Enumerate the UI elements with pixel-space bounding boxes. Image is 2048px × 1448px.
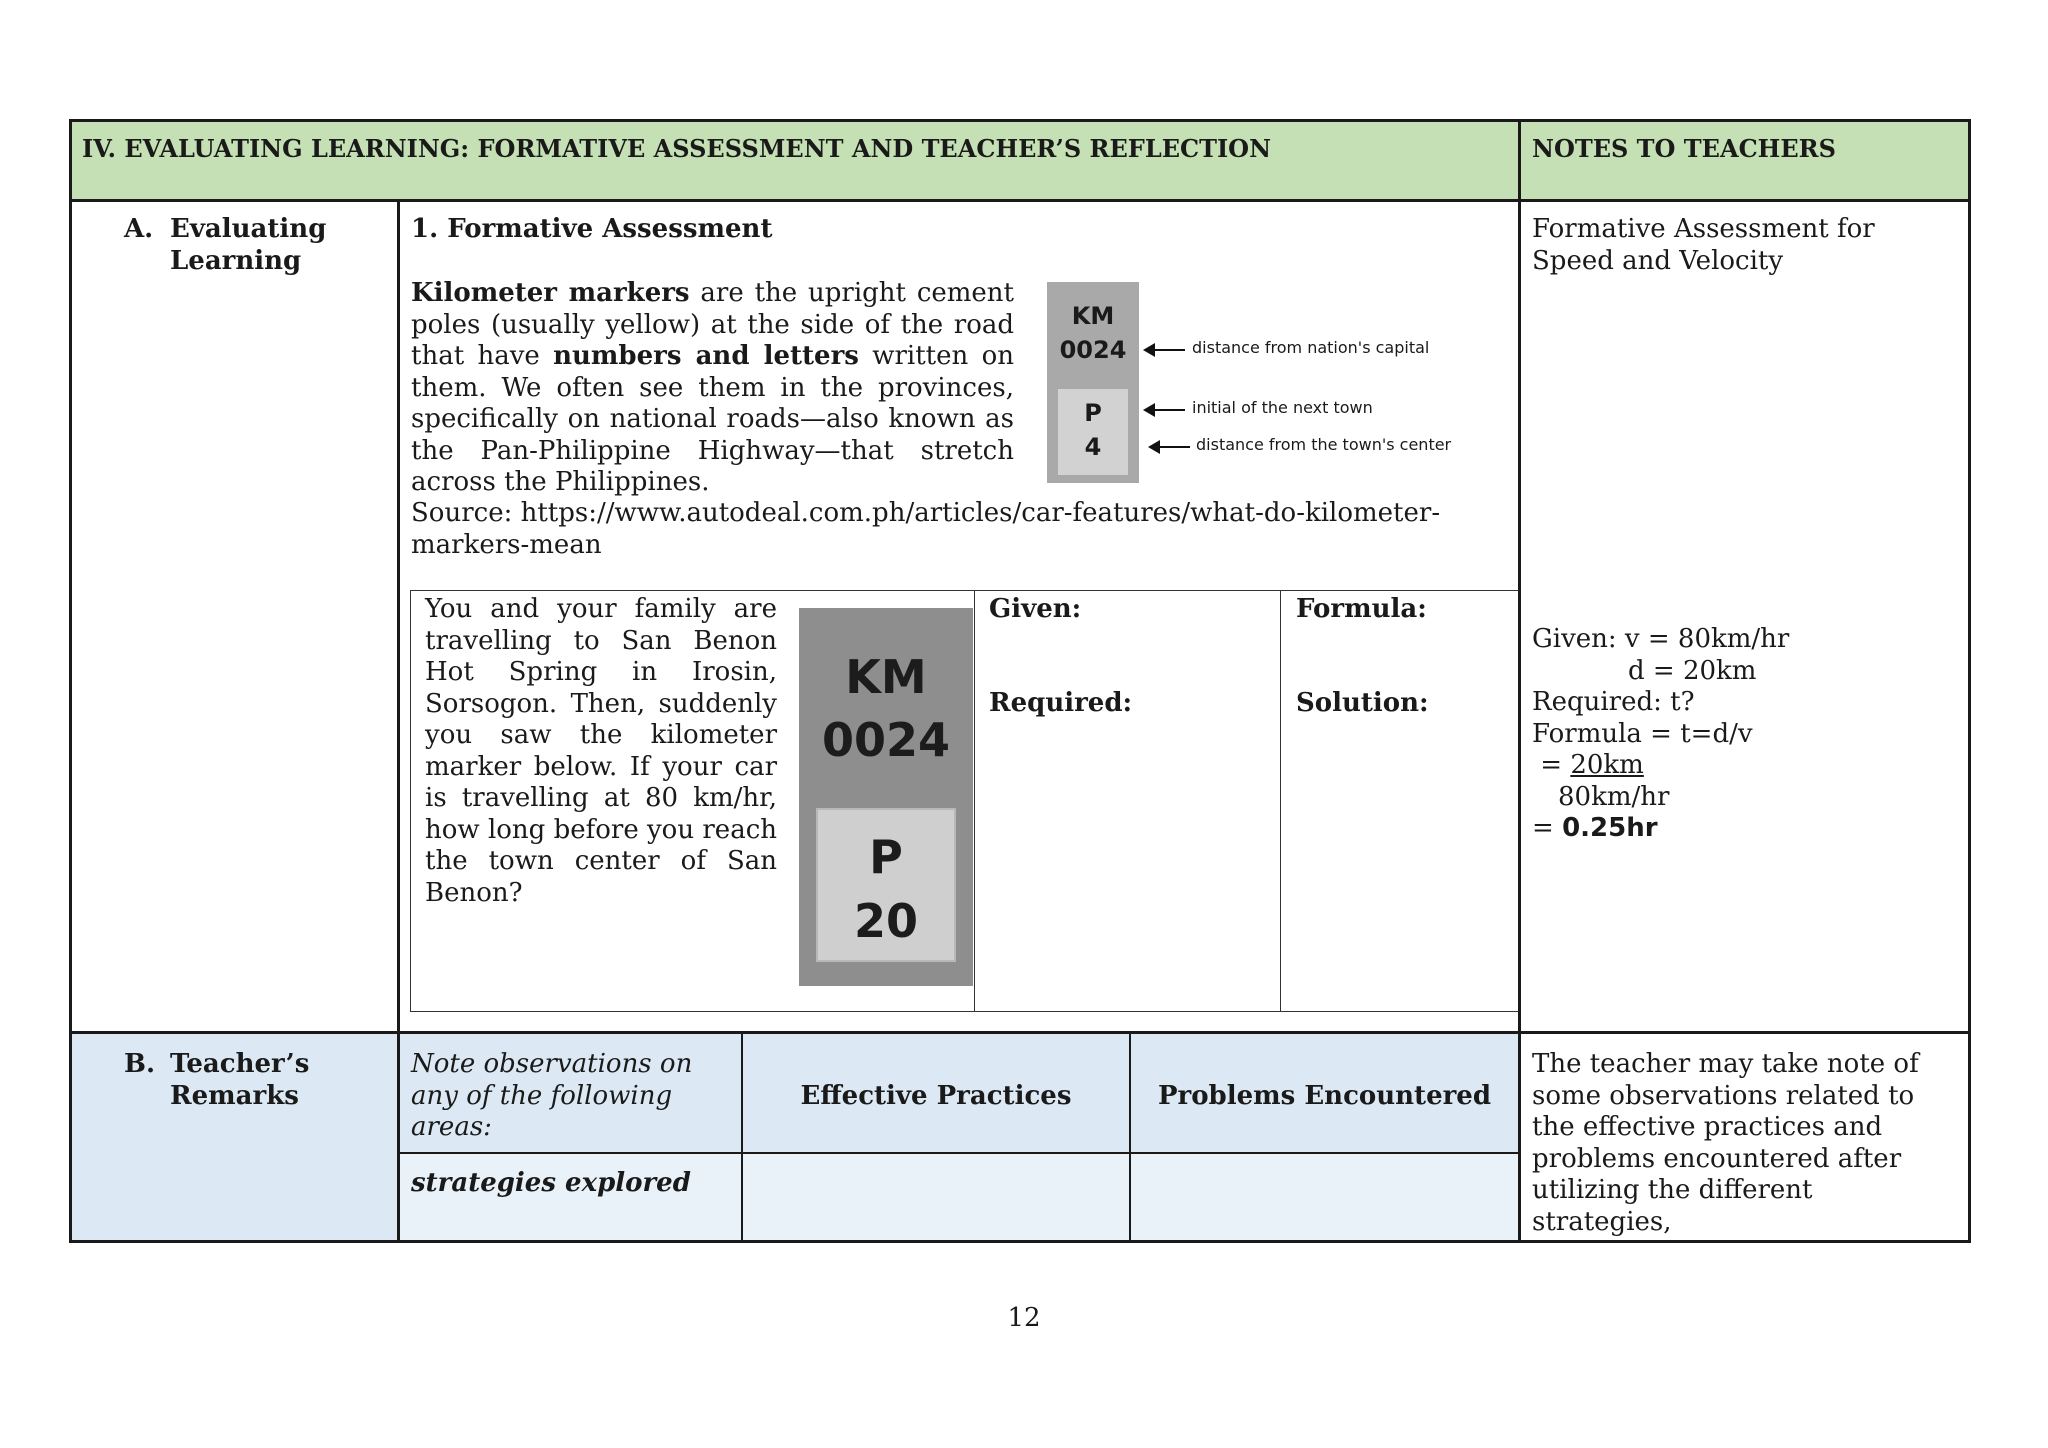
diagram-town-initial: P (1084, 399, 1102, 427)
row-b-notes: The teacher may take note of some observations related to the effective practices and problems encountered after utilizing the different strategies, (1532, 1049, 1919, 1237)
table-border-right (1968, 119, 1971, 1243)
diagram-town-distance: 4 (1084, 433, 1102, 461)
row-a-label (170, 214, 390, 277)
observe-note: Note observations on any of the following areas: (411, 1049, 693, 1142)
header-divider (69, 199, 1971, 202)
notes-solution (1532, 624, 1957, 845)
photo-km-label: KM (845, 650, 927, 704)
arrow-capital-icon (1145, 349, 1185, 351)
intro-term-2: numbers and letters (553, 341, 859, 371)
notes-given-d: d = 20km (1628, 655, 1757, 686)
photo-town-distance: 20 (853, 894, 918, 948)
col-problems-encountered: Problems Encountered (1157, 1081, 1492, 1111)
notes-given: Given: v = 80km/hr (1532, 624, 1790, 654)
notes-numerator: 20km (1570, 750, 1644, 780)
table-border-bottom (69, 1240, 1971, 1243)
diagram-km-number: 0024 (1059, 336, 1127, 364)
table-border-left (69, 119, 72, 1243)
problem-box-left (410, 590, 411, 1012)
col-effective-practices: Effective Practices (800, 1081, 1072, 1111)
required-label: Required: (989, 688, 1133, 718)
notes-result: 0.25hr (1562, 813, 1658, 843)
diagram-town-plate (1058, 389, 1128, 475)
notes-fraction-top (1532, 750, 1957, 782)
problem-box-bottom (410, 1011, 1519, 1012)
notes-denominator: 80km/hr (1558, 781, 1670, 812)
intro-text-1: are the upright cement poles (usually yellow) at the side of the road that have (411, 278, 1014, 371)
notes-result-line (1532, 813, 1957, 845)
row-divider (69, 1031, 1971, 1034)
intro-term: Kilometer markers (411, 278, 690, 308)
kilometer-intro (411, 278, 1014, 499)
km-marker-diagram (1047, 282, 1139, 483)
label-column-divider (397, 199, 400, 1243)
row-b-label-line1: Teacher’s (170, 1049, 310, 1079)
arrow-initial-icon (1145, 409, 1185, 411)
row-b-col-divider-1 (741, 1031, 743, 1243)
formula-label: Formula: (1296, 594, 1427, 624)
photo-km-number: 0024 (821, 713, 951, 767)
notes-title: NOTES TO TEACHERS (1532, 134, 1836, 163)
notes-formula: Formula = t=d/v (1532, 718, 1753, 749)
notes-result-prefix: = (1532, 813, 1563, 843)
notes-column-divider (1518, 119, 1521, 1243)
solution-label: Solution: (1296, 688, 1429, 718)
problem-box-divider-2 (1280, 590, 1281, 1012)
problem-text: You and your family are travelling to San Benon Hot Spring in Irosin, Sorsogon. Then, suddenly you saw the kilometer marker below. If your car is travelling at 80 km/hr, how long before you reach the town center of San Benon? (425, 594, 777, 908)
problem-box-divider-1 (974, 590, 975, 1012)
row-a-label-line2: Learning (170, 245, 302, 276)
source-citation: Source: https://www.autodeal.com.ph/articles/car-features/what-do-kilometer-markers-mean (411, 498, 1441, 560)
photo-town-initial: P (869, 830, 903, 884)
diagram-km-label: KM (1071, 302, 1115, 330)
intro-text-2: written on them. We often see them in the provinces, specifically on national roads—also known as the Pan-Philippine Highway—that stretch across the Philippines. (411, 341, 1014, 497)
photo-town-plate (816, 808, 956, 962)
row-b-col-divider-2 (1129, 1031, 1131, 1243)
arrow-center-icon (1150, 446, 1190, 448)
row-a-marker: A. (124, 214, 154, 244)
notes-eq-prefix: = (1532, 750, 1571, 780)
problem-box-top (410, 590, 1519, 591)
row-a-label-line1: Evaluating (170, 214, 327, 244)
row-b-inner-divider (398, 1152, 1519, 1154)
diagram-label-initial: initial of the next town (1192, 398, 1373, 417)
notes-intro-line1: Formative Assessment for (1532, 214, 1875, 244)
page-number: 12 (1007, 1303, 1041, 1333)
row-strategies-explored: strategies explored (411, 1168, 691, 1198)
notes-intro (1532, 214, 1957, 277)
row-b-label (170, 1049, 390, 1112)
row-b-marker: B. (124, 1049, 156, 1079)
table-border-top (69, 119, 1971, 122)
notes-intro-line2: Speed and Velocity (1532, 245, 1784, 276)
row-b-label-line2: Remarks (170, 1080, 299, 1111)
given-label: Given: (989, 594, 1082, 624)
formative-subheading: 1. Formative Assessment (411, 214, 773, 244)
diagram-label-capital: distance from nation's capital (1192, 338, 1430, 357)
diagram-label-center: distance from the town's center (1196, 435, 1452, 454)
section-title: IV. EVALUATING LEARNING: FORMATIVE ASSESSMENT AND TEACHER’S REFLECTION (82, 134, 1272, 163)
km-marker-photo (799, 608, 973, 986)
notes-required: Required: t? (1532, 687, 1695, 717)
